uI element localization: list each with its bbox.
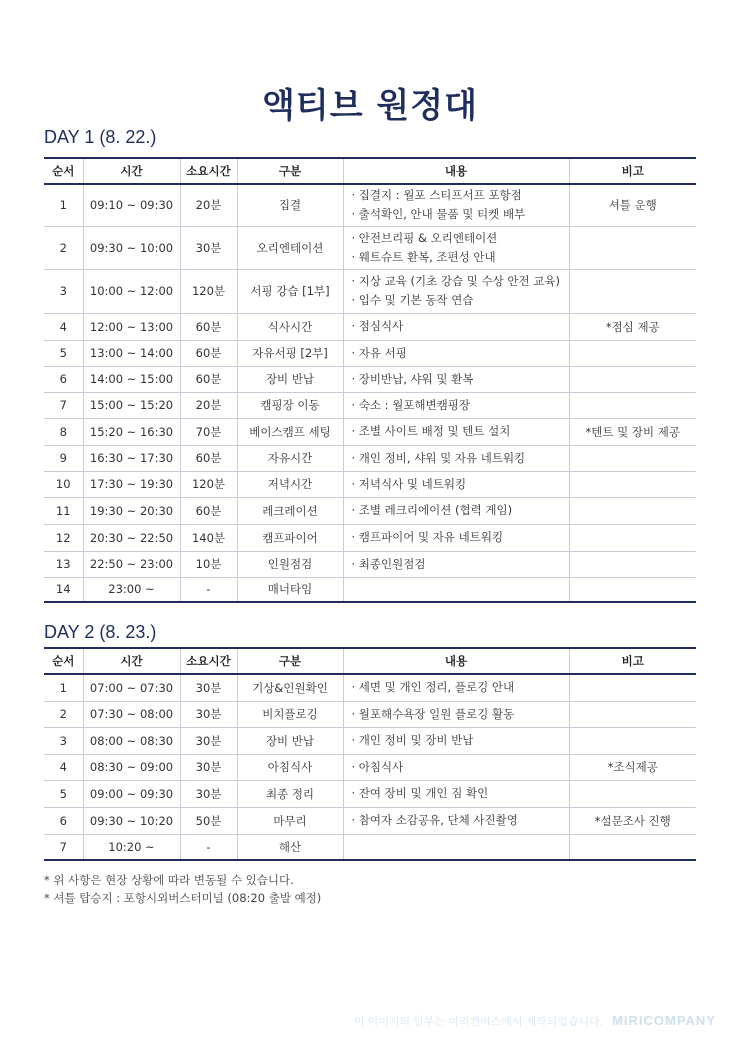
cell-content bbox=[343, 340, 569, 366]
cell-category: 해산 bbox=[237, 834, 343, 860]
cell-time: 10:00 ~ 12:00 bbox=[83, 269, 180, 313]
cell-duration: 60분 bbox=[180, 497, 237, 524]
table-row bbox=[44, 834, 696, 860]
cell-content bbox=[343, 418, 569, 445]
cell-content bbox=[343, 780, 569, 807]
cell-note bbox=[569, 701, 696, 727]
day2-schedule-table bbox=[44, 647, 696, 861]
cell-duration: 30분 bbox=[180, 701, 237, 727]
cell-no: 7 bbox=[44, 392, 83, 418]
cell-category: 저녁시간 bbox=[237, 471, 343, 497]
cell-time: 15:20 ~ 16:30 bbox=[83, 418, 180, 445]
cell-no: 4 bbox=[44, 313, 83, 340]
cell-content bbox=[343, 524, 569, 551]
footnote: * 셔틀 탑승지 : 포항시외버스터미널 (08:20 출발 예정) bbox=[44, 891, 322, 905]
cell-duration: 70분 bbox=[180, 418, 237, 445]
cell-no: 6 bbox=[44, 366, 83, 392]
cell-duration: 10분 bbox=[180, 551, 237, 577]
cell-category: 서핑 강습 [1부] bbox=[237, 269, 343, 313]
column-header-no: 순서 bbox=[44, 158, 83, 184]
cell-content bbox=[343, 754, 569, 780]
column-header-content: 내용 bbox=[343, 158, 569, 184]
cell-category: 레크레이션 bbox=[237, 497, 343, 524]
column-header-duration: 소요시간 bbox=[180, 158, 237, 184]
cell-time: 09:30 ~ 10:20 bbox=[83, 807, 180, 834]
cell-category: 기상&인원확인 bbox=[237, 674, 343, 701]
column-header-time: 시간 bbox=[83, 648, 180, 674]
content-line: · 지상 교육 (기초 강습 및 수상 안전 교육) bbox=[351, 274, 561, 288]
cell-note bbox=[569, 471, 696, 497]
table-row bbox=[44, 497, 696, 524]
cell-content bbox=[343, 226, 569, 269]
cell-category: 자유서핑 [2부] bbox=[237, 340, 343, 366]
cell-note bbox=[569, 392, 696, 418]
cell-content bbox=[343, 807, 569, 834]
cell-category: 장비 반납 bbox=[237, 727, 343, 754]
cell-duration: 60분 bbox=[180, 313, 237, 340]
cell-content bbox=[343, 445, 569, 471]
cell-time: 20:30 ~ 22:50 bbox=[83, 524, 180, 551]
cell-content bbox=[343, 471, 569, 497]
cell-time: 23:00 ~ bbox=[83, 577, 180, 602]
content-line: · 출석확인, 안내 물품 및 티켓 배부 bbox=[351, 207, 526, 222]
content-line: · 캠프파이어 및 자유 네트워킹 bbox=[351, 530, 504, 544]
content-line: · 장비반납, 샤워 및 환복 bbox=[351, 371, 474, 386]
cell-duration: 30분 bbox=[180, 754, 237, 780]
column-header-time: 시간 bbox=[83, 158, 180, 184]
cell-time: 10:20 ~ bbox=[83, 834, 180, 860]
cell-time: 19:30 ~ 20:30 bbox=[83, 497, 180, 524]
cell-category: 캠핑장 이동 bbox=[237, 392, 343, 418]
cell-content bbox=[343, 674, 569, 701]
table-row bbox=[44, 780, 696, 807]
cell-duration: 140분 bbox=[180, 524, 237, 551]
content-line: · 저녁식사 및 네트워킹 bbox=[351, 476, 467, 491]
cell-category: 베이스캠프 세팅 bbox=[237, 418, 343, 445]
cell-note bbox=[569, 269, 696, 313]
cell-category: 마무리 bbox=[237, 807, 343, 834]
cell-no: 6 bbox=[44, 807, 83, 834]
cell-note bbox=[569, 366, 696, 392]
cell-duration: 30분 bbox=[180, 226, 237, 269]
cell-note bbox=[569, 834, 696, 860]
cell-note bbox=[569, 340, 696, 366]
cell-duration: 120분 bbox=[180, 471, 237, 497]
table-row bbox=[44, 701, 696, 727]
cell-category: 집결 bbox=[237, 184, 343, 226]
cell-no: 5 bbox=[44, 340, 83, 366]
page-title: 액티브 원정대 bbox=[262, 86, 478, 126]
content-line: · 자유 서핑 bbox=[351, 345, 407, 360]
cell-category: 오리엔테이션 bbox=[237, 226, 343, 269]
cell-duration: 20분 bbox=[180, 184, 237, 226]
content-line: · 안전브리핑 & 오리엔테이션 bbox=[351, 230, 498, 245]
column-header-category: 구분 bbox=[237, 158, 343, 184]
content-line: · 웨트슈트 환복, 조편성 안내 bbox=[351, 249, 496, 264]
table-row bbox=[44, 807, 696, 834]
footnotes bbox=[44, 871, 321, 907]
column-header-note: 비고 bbox=[569, 158, 696, 184]
cell-note bbox=[569, 674, 696, 701]
table-row bbox=[44, 392, 696, 418]
cell-duration: 60분 bbox=[180, 340, 237, 366]
cell-note bbox=[569, 727, 696, 754]
cell-duration: - bbox=[180, 834, 237, 860]
cell-time: 08:00 ~ 08:30 bbox=[83, 727, 180, 754]
table-row bbox=[44, 551, 696, 577]
content-line: · 집결지 : 월포 스티프서프 포항점 bbox=[351, 188, 522, 203]
content-line: · 입수 및 기본 동작 연습 bbox=[351, 293, 474, 307]
cell-note: *조식제공 bbox=[569, 754, 696, 780]
content-line: · 조별 레크리에이션 (협력 게임) bbox=[351, 503, 513, 517]
content-line: · 세면 및 개인 정리, 플로깅 안내 bbox=[351, 680, 515, 695]
cell-content bbox=[343, 834, 569, 860]
cell-no: 9 bbox=[44, 445, 83, 471]
content-line: · 조별 사이트 배정 및 텐트 설치 bbox=[351, 424, 511, 438]
cell-no: 14 bbox=[44, 577, 83, 602]
cell-note: *설문조사 진행 bbox=[569, 807, 696, 834]
cell-note bbox=[569, 226, 696, 269]
cell-content bbox=[343, 392, 569, 418]
cell-duration: - bbox=[180, 577, 237, 602]
table-header-row bbox=[44, 648, 696, 674]
cell-no: 5 bbox=[44, 780, 83, 807]
cell-duration: 50분 bbox=[180, 807, 237, 834]
table-header-row bbox=[44, 158, 696, 184]
table-row bbox=[44, 226, 696, 269]
cell-duration: 20분 bbox=[180, 392, 237, 418]
cell-note bbox=[569, 445, 696, 471]
cell-no: 2 bbox=[44, 226, 83, 269]
watermark-text: 이 이미지의 일부는 미리캔버스에서 제작되었습니다. bbox=[353, 1016, 603, 1028]
table-row bbox=[44, 269, 696, 313]
cell-no: 11 bbox=[44, 497, 83, 524]
cell-no: 10 bbox=[44, 471, 83, 497]
cell-no: 13 bbox=[44, 551, 83, 577]
cell-note bbox=[569, 497, 696, 524]
cell-no: 8 bbox=[44, 418, 83, 445]
content-line: · 개인 정비 및 장비 반납 bbox=[351, 733, 474, 747]
content-line: · 아침식사 bbox=[351, 759, 404, 774]
cell-no: 3 bbox=[44, 269, 83, 313]
day1-title: DAY 1 (8. 22.) bbox=[44, 127, 157, 147]
cell-category: 아침식사 bbox=[237, 754, 343, 780]
table-row bbox=[44, 418, 696, 445]
column-header-note: 비고 bbox=[569, 648, 696, 674]
cell-time: 08:30 ~ 09:00 bbox=[83, 754, 180, 780]
cell-category: 최종 정리 bbox=[237, 780, 343, 807]
table-row bbox=[44, 577, 696, 602]
cell-note bbox=[569, 524, 696, 551]
cell-duration: 30분 bbox=[180, 674, 237, 701]
table-row bbox=[44, 445, 696, 471]
table-row bbox=[44, 184, 696, 226]
table-row bbox=[44, 754, 696, 780]
cell-duration: 60분 bbox=[180, 445, 237, 471]
cell-note: *텐트 및 장비 제공 bbox=[569, 418, 696, 445]
cell-category: 비치플로깅 bbox=[237, 701, 343, 727]
day1-schedule-table bbox=[44, 157, 696, 603]
day2-title: DAY 2 (8. 23.) bbox=[44, 622, 157, 642]
cell-content bbox=[343, 727, 569, 754]
cell-time: 13:00 ~ 14:00 bbox=[83, 340, 180, 366]
cell-time: 09:00 ~ 09:30 bbox=[83, 780, 180, 807]
cell-time: 07:00 ~ 07:30 bbox=[83, 674, 180, 701]
table-row bbox=[44, 366, 696, 392]
cell-time: 14:00 ~ 15:00 bbox=[83, 366, 180, 392]
cell-duration: 120분 bbox=[180, 269, 237, 313]
cell-duration: 30분 bbox=[180, 727, 237, 754]
column-header-content: 내용 bbox=[343, 648, 569, 674]
cell-content bbox=[343, 497, 569, 524]
watermark bbox=[354, 1013, 716, 1029]
content-line: · 개인 정비, 샤워 및 자유 네트워킹 bbox=[351, 450, 526, 465]
table-row bbox=[44, 471, 696, 497]
cell-content bbox=[343, 701, 569, 727]
cell-category: 자유시간 bbox=[237, 445, 343, 471]
cell-no: 1 bbox=[44, 674, 83, 701]
cell-note bbox=[569, 551, 696, 577]
column-header-no: 순서 bbox=[44, 648, 83, 674]
cell-no: 4 bbox=[44, 754, 83, 780]
table-row bbox=[44, 340, 696, 366]
cell-content bbox=[343, 313, 569, 340]
footnote: * 위 사항은 현장 상황에 따라 변동될 수 있습니다. bbox=[44, 873, 294, 887]
cell-time: 09:10 ~ 09:30 bbox=[83, 184, 180, 226]
cell-time: 07:30 ~ 08:00 bbox=[83, 701, 180, 727]
content-line: · 최종인원점검 bbox=[351, 556, 426, 571]
cell-category: 매너타임 bbox=[237, 577, 343, 602]
cell-category: 인원점검 bbox=[237, 551, 343, 577]
watermark-brand: MIRICOMPANY bbox=[612, 1013, 716, 1028]
cell-note: 셔틀 운행 bbox=[569, 184, 696, 226]
table-row bbox=[44, 313, 696, 340]
cell-content bbox=[343, 551, 569, 577]
cell-content bbox=[343, 366, 569, 392]
table-row bbox=[44, 524, 696, 551]
cell-no: 7 bbox=[44, 834, 83, 860]
cell-duration: 30분 bbox=[180, 780, 237, 807]
cell-time: 17:30 ~ 19:30 bbox=[83, 471, 180, 497]
content-line: · 참여자 소감공유, 단체 사진촬영 bbox=[351, 813, 518, 827]
cell-note bbox=[569, 780, 696, 807]
cell-no: 12 bbox=[44, 524, 83, 551]
cell-no: 2 bbox=[44, 701, 83, 727]
table-row bbox=[44, 727, 696, 754]
cell-time: 15:00 ~ 15:20 bbox=[83, 392, 180, 418]
cell-no: 3 bbox=[44, 727, 83, 754]
cell-time: 12:00 ~ 13:00 bbox=[83, 313, 180, 340]
cell-time: 16:30 ~ 17:30 bbox=[83, 445, 180, 471]
cell-time: 09:30 ~ 10:00 bbox=[83, 226, 180, 269]
cell-time: 22:50 ~ 23:00 bbox=[83, 551, 180, 577]
table-row bbox=[44, 674, 696, 701]
cell-content bbox=[343, 269, 569, 313]
cell-duration: 60분 bbox=[180, 366, 237, 392]
cell-category: 식사시간 bbox=[237, 313, 343, 340]
cell-note bbox=[569, 577, 696, 602]
cell-no: 1 bbox=[44, 184, 83, 226]
content-line: · 잔여 장비 및 개인 짐 확인 bbox=[351, 786, 489, 800]
cell-category: 캠프파이어 bbox=[237, 524, 343, 551]
cell-content bbox=[343, 577, 569, 602]
content-line: · 점심식사 bbox=[351, 319, 404, 333]
content-line: · 숙소 : 월포해변캠핑장 bbox=[351, 397, 470, 412]
content-line: · 월포해수욕장 일원 플로깅 활동 bbox=[351, 706, 515, 721]
cell-content bbox=[343, 184, 569, 226]
cell-note: *점심 제공 bbox=[569, 313, 696, 340]
column-header-duration: 소요시간 bbox=[180, 648, 237, 674]
cell-category: 장비 반납 bbox=[237, 366, 343, 392]
column-header-category: 구분 bbox=[237, 648, 343, 674]
